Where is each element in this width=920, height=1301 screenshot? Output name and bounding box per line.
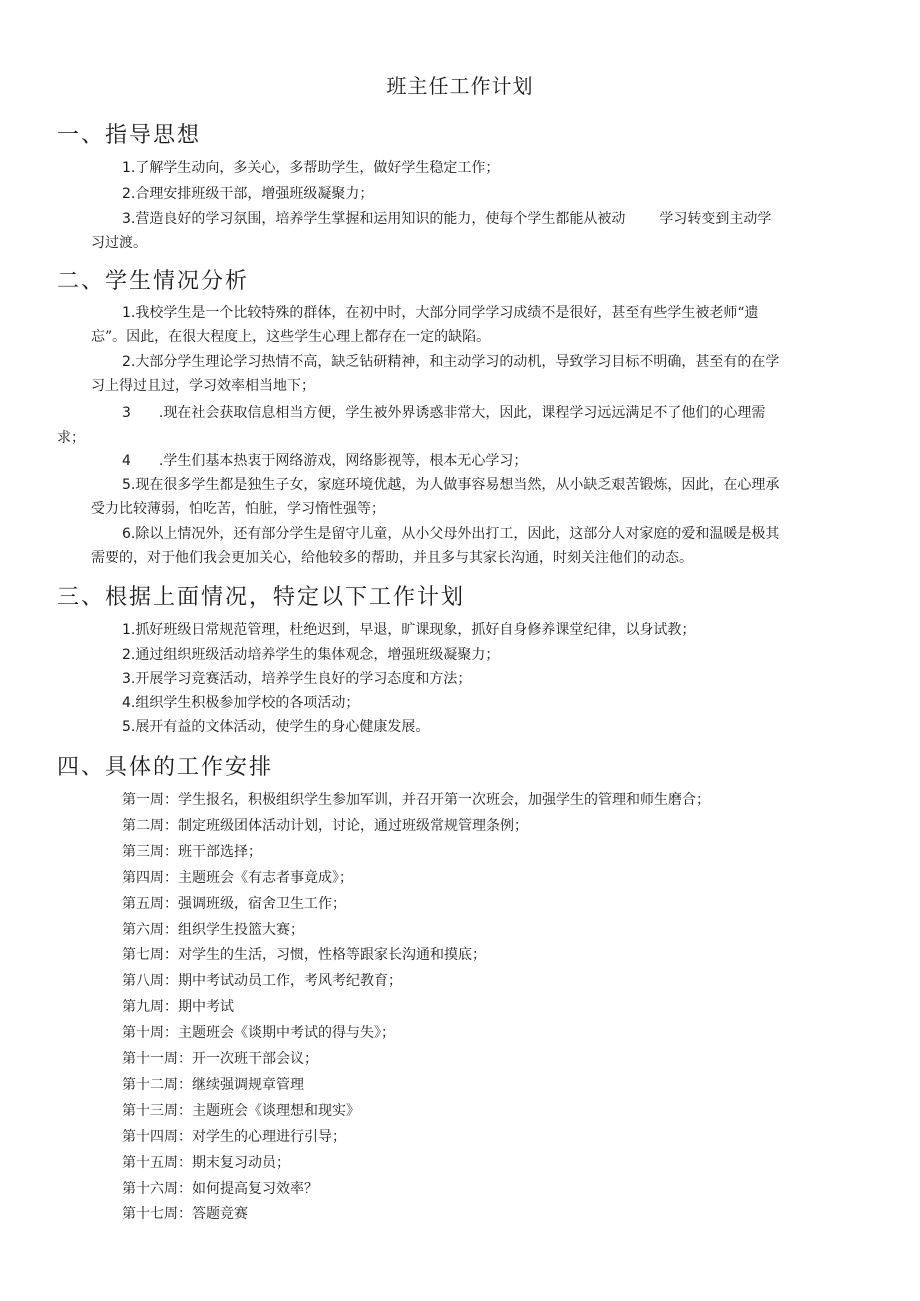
list-item: 5.现在很多学生都是独生子女，家庭环境优越，为人做事容易想当然，从小缺乏艰苦锻炼，因此，在心理承 xyxy=(122,477,780,493)
section-heading-schedule: 四、具体的工作安排 xyxy=(57,755,274,780)
schedule-item: 第十一周：开一次班干部会议； xyxy=(122,1051,318,1067)
schedule-item: 第十二周：继续强调规章管理 xyxy=(122,1076,304,1093)
schedule-item: 第七周：对学生的生活，习惯，性格等跟家长沟通和摸底； xyxy=(122,947,486,964)
list-item-continuation: 习上得过且过，学习效率相当地下； xyxy=(91,378,315,394)
list-item: 3.营造良好的学习氛围，培养学生掌握和运用知识的能力，使每个学生都能从被动 学习转变到主动学 xyxy=(122,211,772,227)
list-item: 1.我校学生是一个比较特殊的群体，在初中时，大部分同学学习成绩不是很好，甚至有些学生被老师“遗 xyxy=(122,305,759,321)
list-item-continuation: 求； xyxy=(57,430,85,446)
section-heading-guiding-ideas: 一、指导思想 xyxy=(57,123,202,148)
list-item: 6.除以上情况外，还有部分学生是留守儿童，从小父母外出打工，因此，这部分人对家庭的爱和温暖是极其 xyxy=(122,526,780,542)
schedule-item: 第六周：组织学生投篮大赛； xyxy=(122,921,304,938)
list-item: 5.展开有益的文体活动，使学生的身心健康发展。 xyxy=(122,719,430,735)
schedule-item: 第八周：期中考试动员工作，考风考纪教育； xyxy=(122,973,402,990)
list-item-continuation: 受力比较薄弱，怕吃苦，怕脏，学习惰性强等； xyxy=(91,501,385,517)
schedule-item: 第一周：学生报名，积极组织学生参加军训，并召开第一次班会，加强学生的管理和师生磨合； xyxy=(122,792,710,808)
list-item: 2.合理安排班级干部，增强班级凝聚力； xyxy=(122,186,374,202)
section-heading-student-analysis: 二、学生情况分析 xyxy=(57,269,250,294)
schedule-item: 第四周：主题班会《有志者事竟成》； xyxy=(122,869,353,886)
list-item: 4.组织学生积极参加学校的各项活动； xyxy=(122,695,360,711)
schedule-item: 第二周：制定班级团体活动计划，讨论，通过班级常规管理条例； xyxy=(122,817,528,834)
schedule-item: 第十三周：主题班会《谈理想和现实》 xyxy=(122,1102,360,1119)
schedule-item: 第十四周：对学生的心理进行引导； xyxy=(122,1128,346,1145)
list-item: 4 .学生们基本热衷于网络游戏，网络影视等，根本无心学习； xyxy=(122,453,528,469)
list-item: 3 .现在社会获取信息相当方便，学生被外界诱惑非常大，因此，课程学习远远满足不了他们的心理需 xyxy=(122,405,766,421)
section-heading-work-plan: 三、根据上面情况，特定以下工作计划 xyxy=(57,585,466,610)
list-item: 2.通过组织班级活动培养学生的集体观念，增强班级凝聚力； xyxy=(122,647,500,663)
list-item: 3.开展学习竞赛活动，培养学生良好的学习态度和方法； xyxy=(122,671,472,687)
schedule-item: 第十六周：如何提高复习效率？ xyxy=(122,1180,318,1197)
schedule-item: 第十周：主题班会《谈期中考试的得与失》； xyxy=(122,1025,395,1042)
schedule-item: 第九周：期中考试 xyxy=(122,999,234,1016)
list-item: 1.抓好班级日常规范管理，杜绝迟到，早退，旷课现象，抓好自身修养课堂纪律，以身试教； xyxy=(122,622,696,638)
schedule-item: 第十七周：答题竞赛 xyxy=(122,1206,248,1223)
schedule-item: 第五周：强调班级，宿舍卫生工作； xyxy=(122,895,346,912)
list-item-continuation: 忘”。因此，在很大程度上，这些学生心理上都存在一定的缺陷。 xyxy=(91,329,491,345)
list-item-continuation: 习过渡。 xyxy=(91,235,147,251)
schedule-item: 第十五周：期末复习动员； xyxy=(122,1154,290,1171)
page-title: 班主任工作计划 xyxy=(386,74,534,98)
list-item: 1.了解学生动向，多关心，多帮助学生，做好学生稳定工作； xyxy=(122,160,500,176)
list-item-continuation: 需要的，对于他们我会更加关心，给他较多的帮助，并且多与其家长沟通，时刻关注他们的动态。 xyxy=(91,550,693,566)
list-item: 2.大部分学生理论学习热情不高，缺乏钻研精神，和主动学习的动机，导致学习目标不明确，甚至有的在学 xyxy=(122,354,780,370)
schedule-item: 第三周：班干部选择； xyxy=(122,843,262,860)
